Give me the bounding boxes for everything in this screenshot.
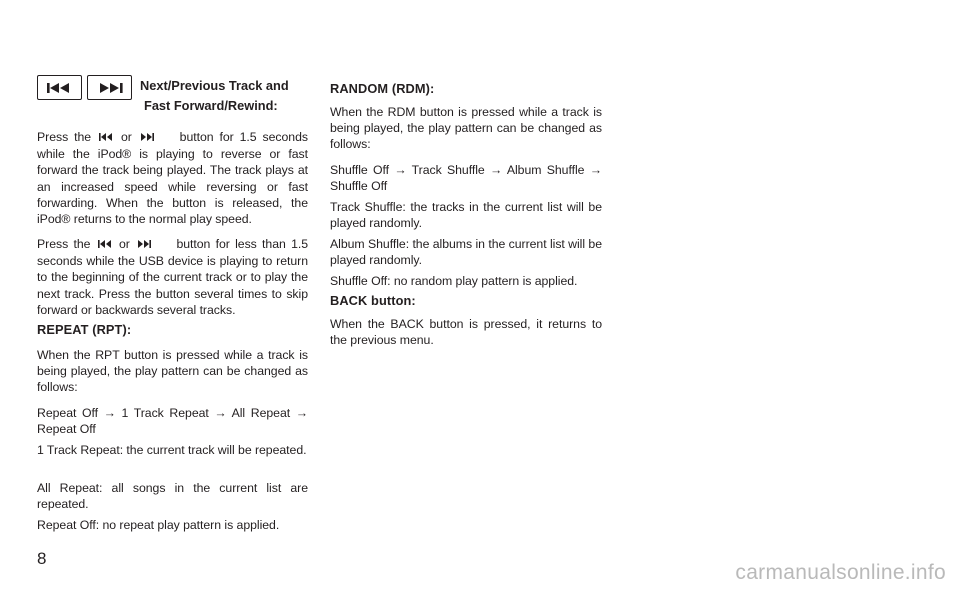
- section-title: [140, 76, 320, 116]
- title-line-2: Fast Forward/Rewind:: [144, 98, 278, 113]
- previous-track-inline-icon: [98, 130, 114, 146]
- track-button-icons: [37, 75, 137, 100]
- paragraph-skip-track: Press the or button for less than 1.5 seconds while the USB device is playing to return to the beginning of the current track or to play the next track. Press the button several times to skip forward or backwards several tracks.: [37, 237, 309, 317]
- back-heading: BACK button:: [330, 293, 416, 308]
- random-heading: RANDOM (RDM):: [330, 81, 435, 96]
- random-paragraph-2: Shuffle Off → Track Shuffle → Album Shuffle → Shuffle Off: [330, 163, 602, 194]
- back-paragraph-1: When the BACK button is pressed, it returns to the previous menu.: [330, 317, 602, 348]
- random-paragraph-4: Album Shuffle: the albums in the current list will be played randomly.: [330, 237, 602, 268]
- repeat-paragraph-2: Repeat Off → 1 Track Repeat → All Repeat → Repeat Off: [37, 406, 308, 437]
- repeat-paragraph-3: 1 Track Repeat: the current track will be repeated.: [37, 443, 307, 457]
- repeat-paragraph-4: All Repeat: all songs in the current list are repeated.: [37, 481, 308, 512]
- previous-track-icon: [37, 75, 82, 100]
- paragraph-fast-forward: Press the or button for 1.5 seconds while the iPod® is playing to reverse or fast forward the track being played. The track plays at an increased speed while reversing or fast forwarding. When the button is released, the iPod® returns to the normal play speed.: [37, 130, 308, 227]
- next-track-inline-icon: [136, 237, 152, 253]
- next-track-icon: [87, 75, 132, 100]
- repeat-heading: REPEAT (RPT):: [37, 322, 132, 337]
- next-track-inline-icon: [139, 130, 155, 146]
- random-paragraph-5: Shuffle Off: no random play pattern is applied.: [330, 274, 578, 288]
- previous-track-inline-icon: [97, 237, 113, 253]
- random-paragraph-1: When the RDM button is pressed while a track is being played, the play pattern can be changed as follows:: [330, 105, 602, 152]
- watermark: carmanualsonline.info: [735, 561, 946, 584]
- repeat-paragraph-5: Repeat Off: no repeat play pattern is applied.: [37, 518, 280, 532]
- random-paragraph-3: Track Shuffle: the tracks in the current list will be played randomly.: [330, 200, 602, 231]
- title-line-1: Next/Previous Track and: [140, 78, 289, 93]
- repeat-paragraph-1: When the RPT button is pressed while a track is being played, the play pattern can be changed as follows:: [37, 348, 308, 395]
- page-number: 8: [37, 549, 47, 568]
